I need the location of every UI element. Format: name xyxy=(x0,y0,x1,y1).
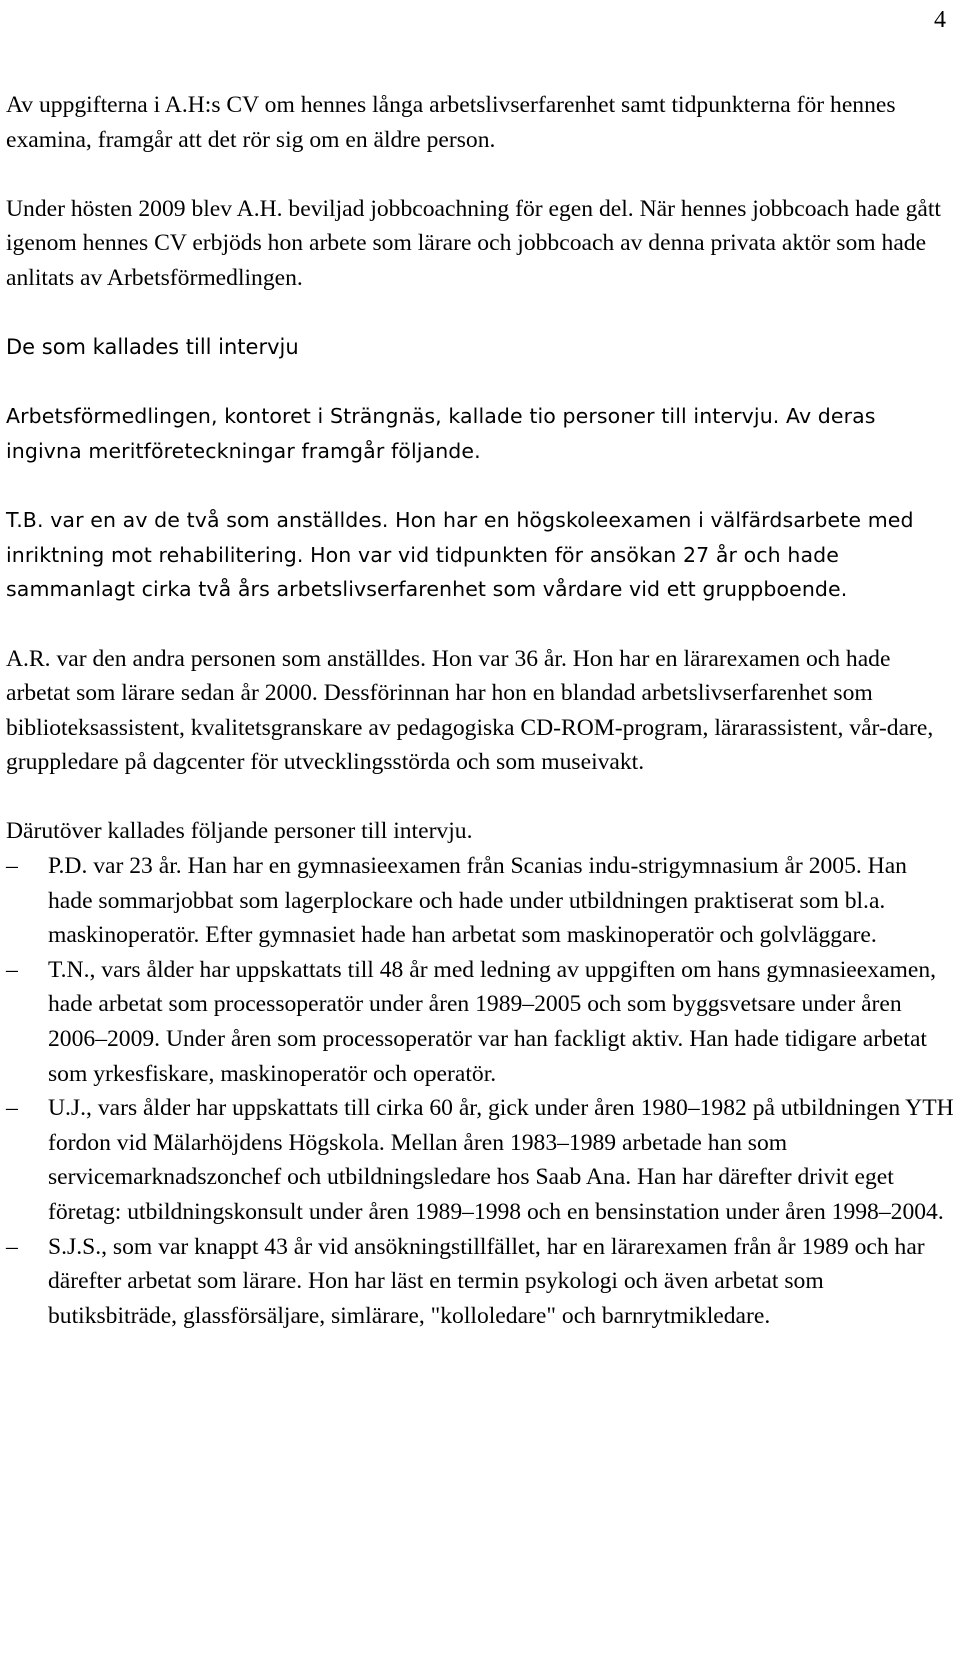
paragraph-age-info: Av uppgifterna i A.H:s CV om hennes långa arbetslivserfarenhet samt tidpunkterna för hennes examina, framgår att det rör sig om en äldre person. xyxy=(6,92,896,153)
paragraph-interview-call: Arbetsförmedlingen, kontoret i Strängnäs, kallade tio personer till intervju. Av deras ingivna meritföreteckningar framgår följande. xyxy=(6,404,876,463)
candidate-list xyxy=(6,849,954,1333)
list-item-text: U.J., vars ålder har uppskattats till cirka 60 år, gick under åren 1980–1982 på utbildningen YTH fordon vid Mälarhöjdens Högskola. Mellan åren 1983–1989 arbetade han som servicemarknadszonchef och utbildningsledare hos Saab Ana. Han har därefter drivit eget företag: utbildningskonsult under åren 1989–1998 och en bensinstation under åren 1998–2004. xyxy=(48,1095,954,1225)
document-body xyxy=(6,88,954,1333)
section-heading: De som kallades till intervju xyxy=(6,335,299,360)
dash-bullet: – xyxy=(6,956,18,983)
list-item-text: S.J.S., som var knappt 43 år vid ansökningstillfället, har en lärarexamen från år 1989 och har därefter arbetat som lärare. Hon har läst en termin psykologi och även arbetat som butiksbiträde, glassförsäljare, simlärare, "kolloledare" och barnrytmikledare. xyxy=(48,1233,925,1329)
list-item xyxy=(6,1230,954,1334)
paragraph-ar: A.R. var den andra personen som anställdes. Hon var 36 år. Hon har en lärarexamen och hade arbetat som lärare sedan år 2000. Dessförinnan har hon en blandad arbetslivserfarenhet som biblioteksassistent, kvalitetsgranskare av pedagogiska CD-ROM-program, lärarassistent, vår-dare, gruppledare på dagcenter för utvecklingsstörda och som museivakt. xyxy=(6,645,934,776)
dash-bullet: – xyxy=(6,1233,18,1260)
page-number: 4 xyxy=(934,7,946,33)
dash-bullet: – xyxy=(6,1095,18,1122)
dash-bullet: – xyxy=(6,853,18,880)
list-item xyxy=(6,1091,954,1229)
paragraph-jobcoach: Under hösten 2009 blev A.H. beviljad jobbcoachning för egen del. När hennes jobbcoach hade gått igenom hennes CV erbjöds hon arbete som lärare och jobbcoach av denna privata aktör som hade anlitats av Arbetsförmedlingen. xyxy=(6,195,941,291)
list-item xyxy=(6,953,954,1091)
paragraph-others-intro: Därutöver kallades följande personer till intervju. xyxy=(6,818,473,845)
paragraph-tb: T.B. var en av de två som anställdes. Hon har en högskoleexamen i välfärdsarbete med inriktning mot rehabilitering. Hon var vid tidpunkten för ansökan 27 år och hade sammanlagt cirka två års arbetslivserfarenhet som vårdare vid ett gruppboende. xyxy=(6,508,914,602)
list-item xyxy=(6,849,954,953)
list-item-text: T.N., vars ålder har uppskattats till 48 år med ledning av uppgiften om hans gymnasieexamen, hade arbetat som processoperatör under åren 1989–2005 och som byggsvetsare under åren 2006–2009. Under åren som processoperatör var han fackligt aktiv. Han hade tidigare arbetat som yrkesfiskare, maskinoperatör och operatör. xyxy=(48,956,937,1087)
list-item-text: P.D. var 23 år. Han har en gymnasieexamen från Scanias indu-strigymnasium år 2005. Han hade sommarjobbat som lagerplockare och hade under utbildningen praktiserat som bl.a. maskinoperatör. Efter gymnasiet hade han arbetat som maskinoperatör och golvläggare. xyxy=(48,853,907,949)
